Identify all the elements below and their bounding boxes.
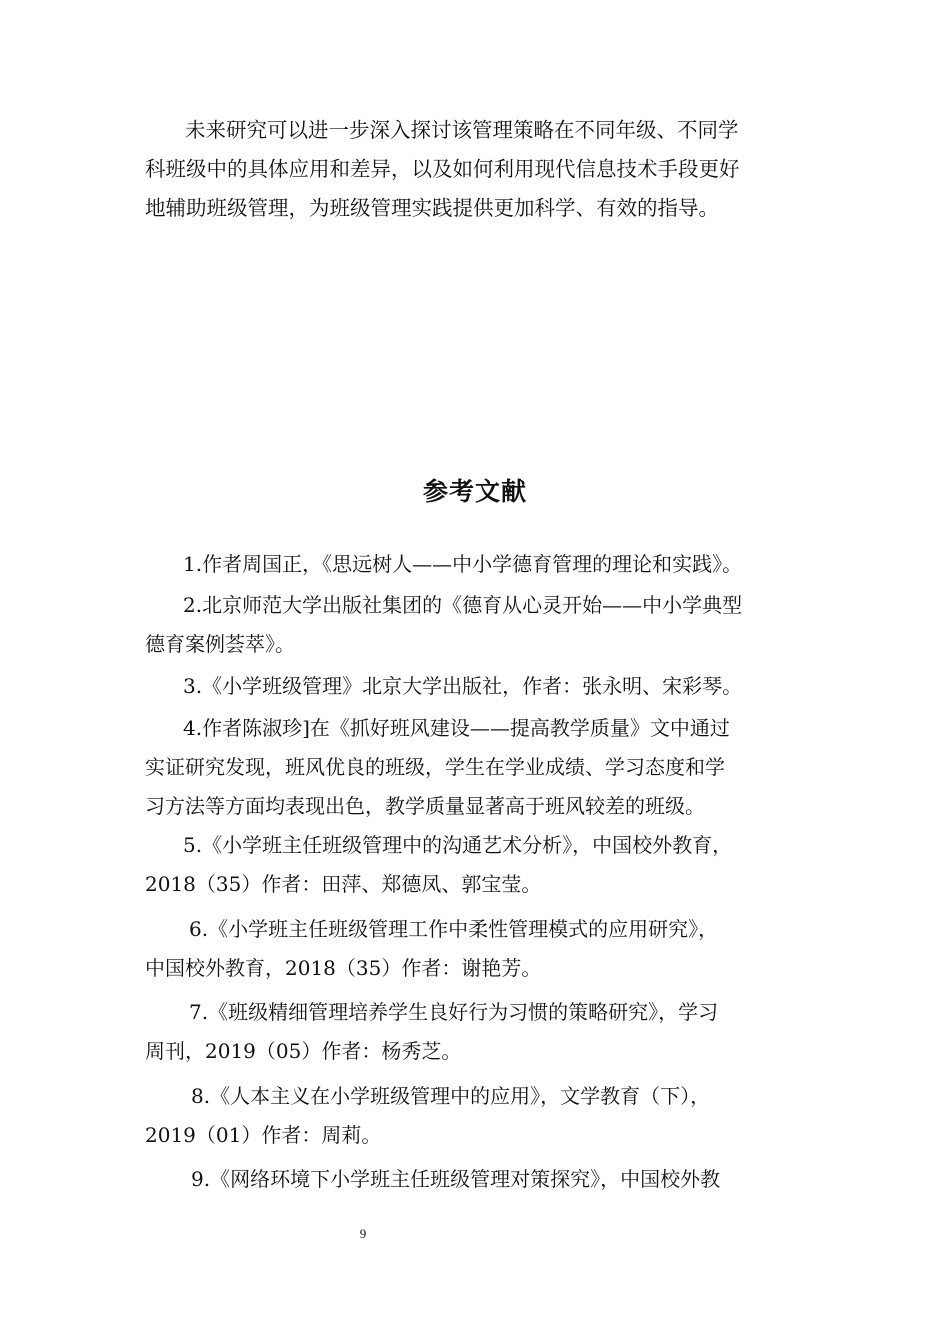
reference-line: 1.作者周国正，《思远树人——中小学德育管理的理论和实践》。 [183,552,743,576]
intro-paragraph [145,111,815,228]
reference-line: 4.作者陈淑珍]在《抓好班风建设——提高教学质量》文中通过 [183,716,730,740]
reference-line: 9.《网络环境下小学班主任班级管理对策探究》，中国校外教 [191,1167,721,1191]
reference-item-1 [145,545,825,584]
reference-line: 2018（35）作者：田萍、郑德凤、郭宝莹。 [145,872,542,896]
reference-item-6 [145,910,825,988]
reference-item-9 [145,1160,825,1199]
references-heading: 参考文献 [422,477,527,506]
reference-item-3 [145,667,825,706]
intro-line: 地辅助班级管理，为班级管理实践提供更加科学、有效的指导。 [145,196,719,220]
reference-line: 习方法等方面均表现出色，教学质量显著高于班风较差的班级。 [145,794,705,818]
page-number: 9 [359,1226,367,1241]
reference-line: 中国校外教育，2018（35）作者：谢艳芳。 [145,956,542,980]
reference-line: 8.《人本主义在小学班级管理中的应用》，文学教育（下）， [191,1084,711,1108]
reference-line: 5.《小学班主任班级管理中的沟通艺术分析》，中国校外教育， [183,833,733,857]
reference-line: 2019（01）作者：周莉。 [145,1123,382,1147]
intro-line: 未来研究可以进一步深入探讨该管理策略在不同年级、不同学 [185,118,739,142]
reference-item-5 [145,826,825,904]
reference-line: 3.《小学班级管理》北京大学出版社，作者：张永明、宋彩琴。 [183,674,743,698]
reference-line: 实证研究发现，班风优良的班级，学生在学业成绩、学习态度和学 [145,755,725,779]
reference-item-8 [145,1077,825,1155]
intro-line: 科班级中的具体应用和差异，以及如何利用现代信息技术手段更好 [145,157,740,181]
reference-item-4 [145,709,825,826]
reference-line: 周刊，2019（05）作者：杨秀芝。 [145,1039,462,1063]
reference-line: 2.北京师范大学出版社集团的《德育从心灵开始——中小学典型 [183,593,743,617]
reference-item-2 [145,586,825,664]
reference-line: 6.《小学班主任班级管理工作中柔性管理模式的应用研究》， [189,917,719,941]
reference-line: 德育案例荟萃》。 [145,632,295,656]
reference-line: 7.《班级精细管理培养学生良好行为习惯的策略研究》，学习 [189,1000,719,1024]
reference-item-7 [145,993,825,1071]
